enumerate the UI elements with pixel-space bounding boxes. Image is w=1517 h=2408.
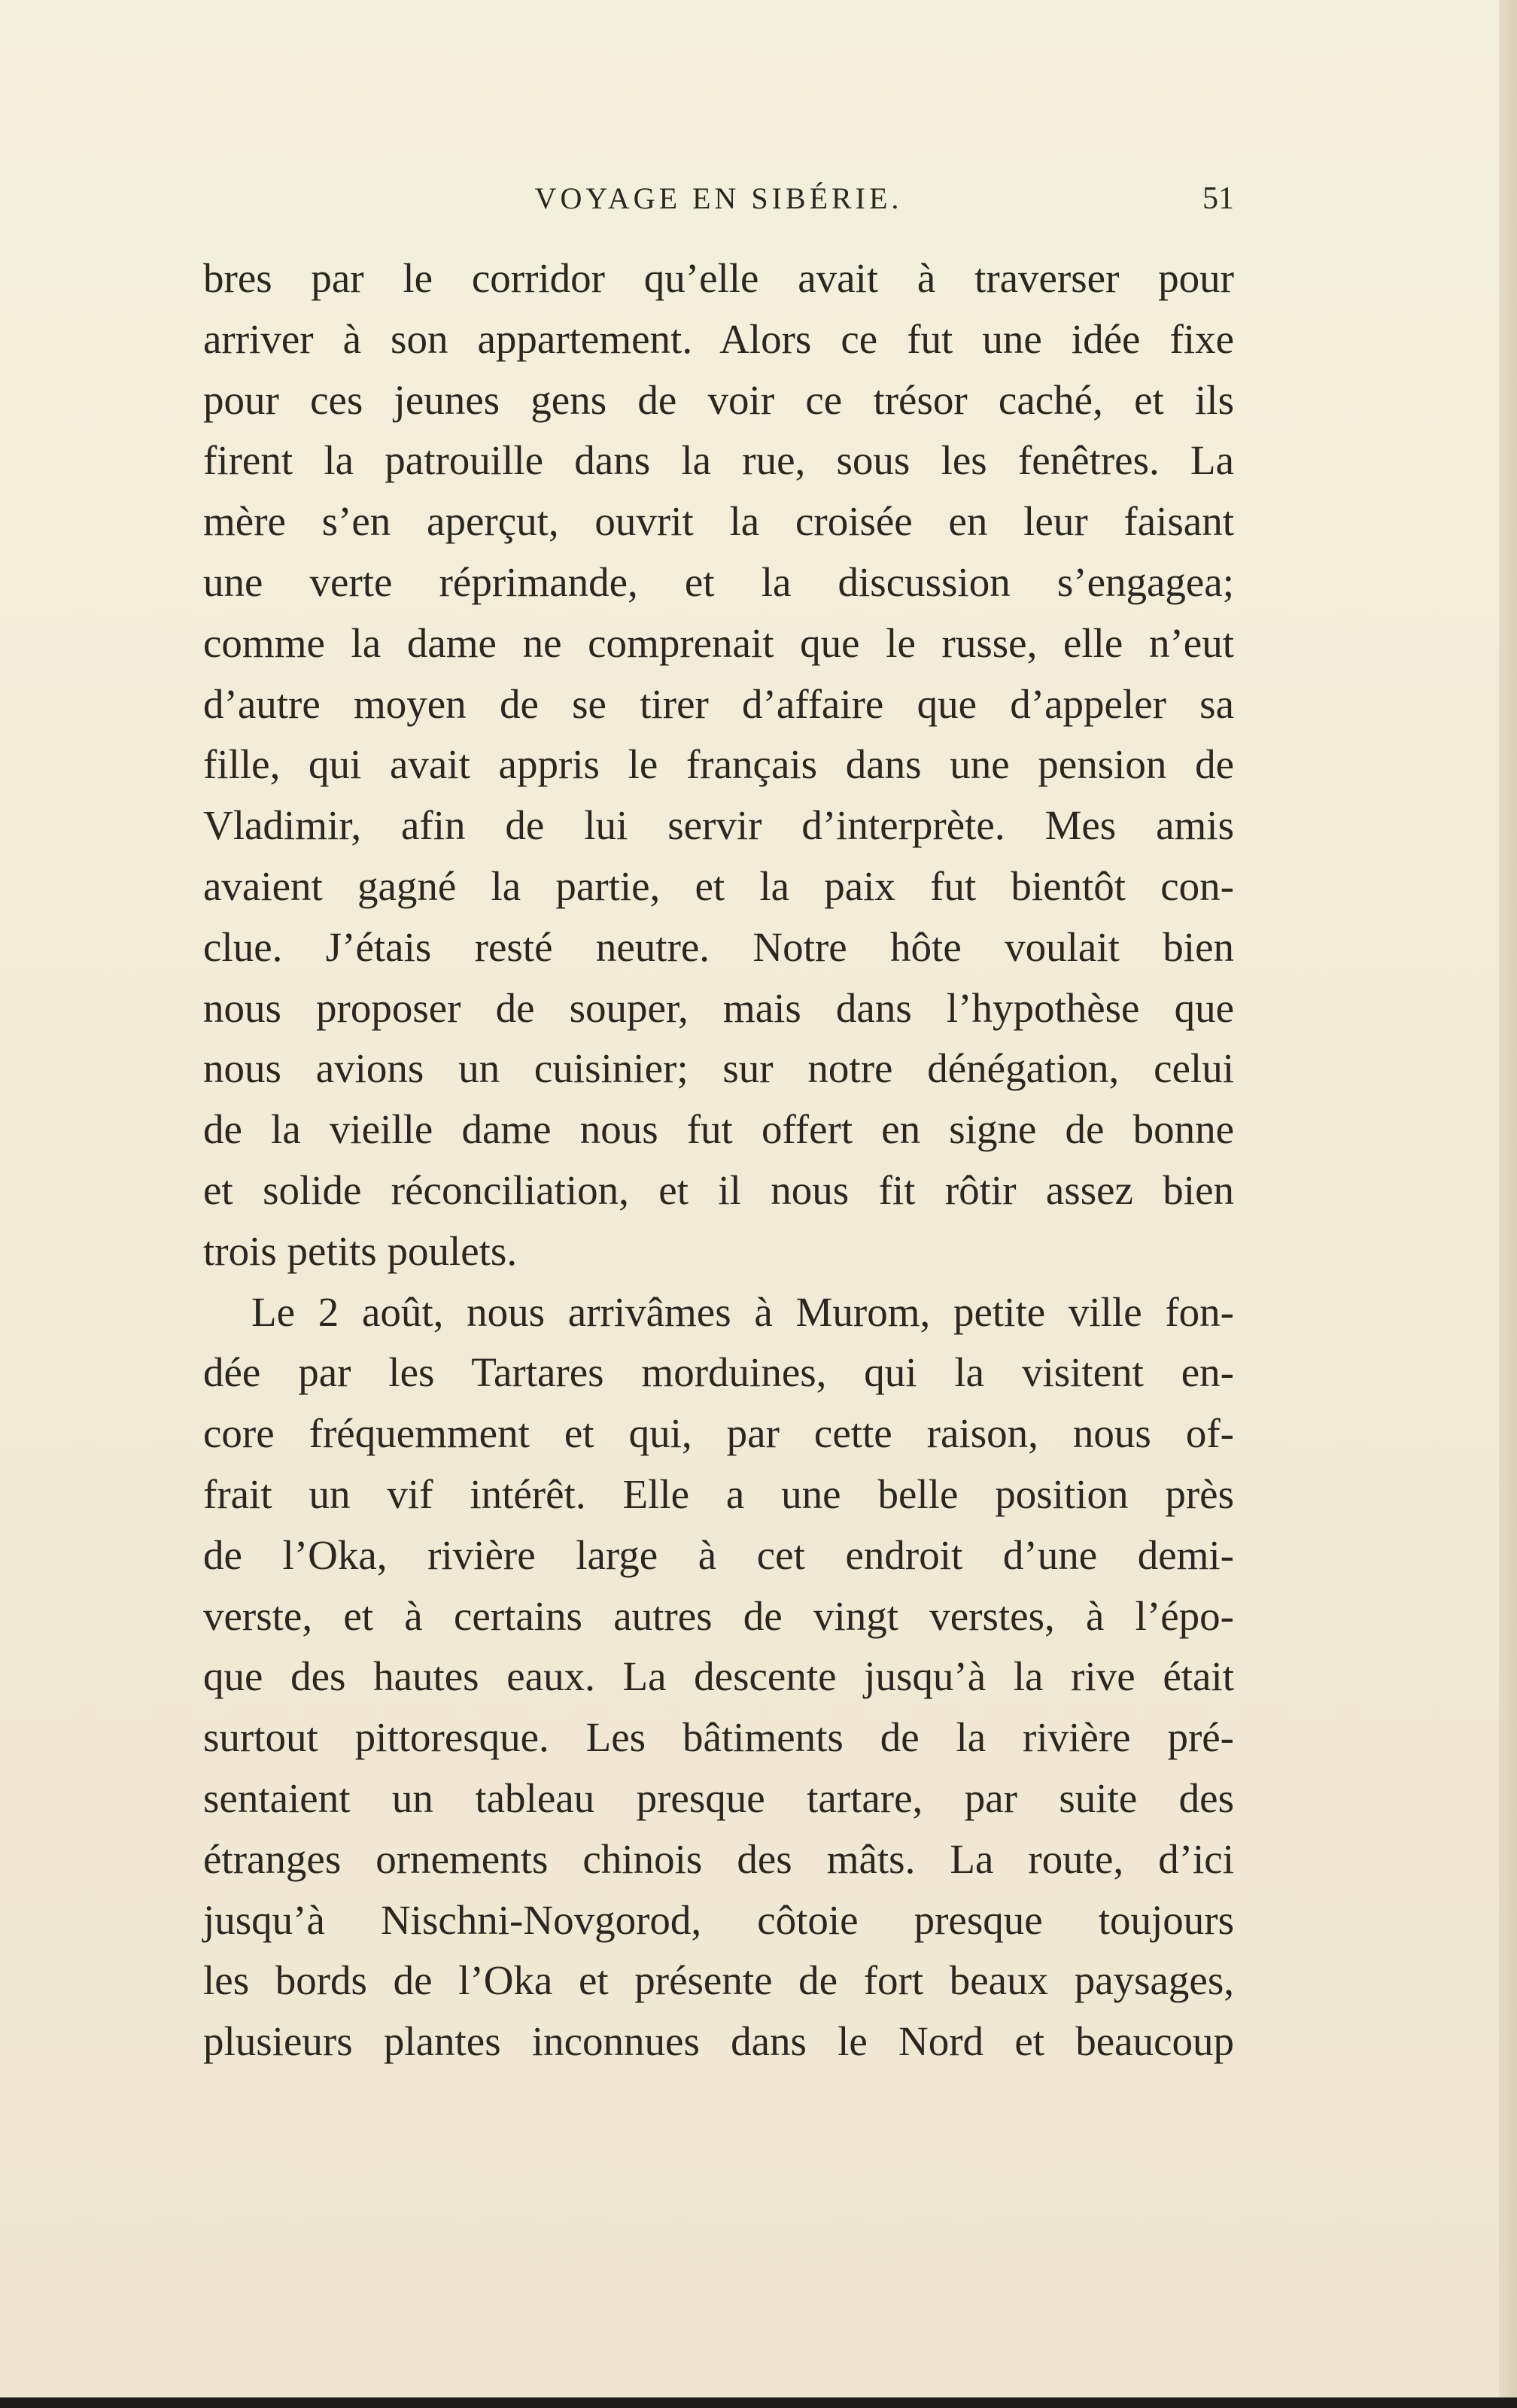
text-line: avaient gagné la partie, et la paix fut bientôt con- (203, 862, 1234, 909)
text-line: que des hautes eaux. La descente jusqu’à la rive était (203, 1653, 1234, 1700)
text-line: clue. J’étais resté neutre. Notre hôte voulait bien (203, 923, 1234, 970)
text-line: frait un vif intérêt. Elle a une belle position près (203, 1470, 1234, 1517)
text-line: surtout pittoresque. Les bâtiments de la rivière pré- (203, 1714, 1234, 1761)
text-line: Vladimir, afin de lui servir d’interprète. Mes amis (203, 802, 1234, 849)
text-line: de l’Oka, rivière large à cet endroit d’une demi- (203, 1531, 1234, 1578)
body-text (203, 248, 1234, 2072)
text-line: firent la patrouille dans la rue, sous les fenêtres. La (203, 437, 1234, 484)
text-line: nous avions un cuisinier; sur notre dénégation, celui (203, 1045, 1234, 1092)
text-line: arriver à son appartement. Alors ce fut une idée fixe (203, 315, 1234, 362)
text-line: dée par les Tartares morduines, qui la visitent en- (203, 1349, 1234, 1396)
text-line: pour ces jeunes gens de voir ce trésor caché, et ils (203, 376, 1234, 423)
text-line: fille, qui avait appris le français dans une pension de (203, 741, 1234, 788)
text-line: d’autre moyen de se tirer d’affaire que d’appeler sa (203, 680, 1234, 727)
page-edge-shadow (1499, 0, 1517, 2408)
text-line: sentaient un tableau presque tartare, par suite des (203, 1774, 1234, 1821)
scan-border (0, 2397, 1517, 2408)
text-line: mère s’en aperçut, ouvrit la croisée en leur faisant (203, 498, 1234, 545)
text-line: bres par le corridor qu’elle avait à traverser pour (203, 255, 1234, 301)
text-line: plusieurs plantes inconnues dans le Nord et beaucoup (203, 2018, 1234, 2065)
text-line: verste, et à certains autres de vingt verstes, à l’épo- (203, 1592, 1234, 1639)
running-title: VOYAGE EN SIBÉRIE. (534, 181, 903, 215)
text-line: nous proposer de souper, mais dans l’hypothèse que (203, 984, 1234, 1031)
page-header (203, 178, 1234, 223)
text-line: core fréquemment et qui, par cette raison, nous of- (203, 1410, 1234, 1457)
text-line: jusqu’à Nischni-Novgorod, côtoie presque toujours (203, 1896, 1234, 1943)
text-line: les bords de l’Oka et présente de fort beaux paysages, (203, 1957, 1234, 2004)
page-number: 51 (1202, 181, 1234, 216)
text-line: et solide réconciliation, et il nous fit rôtir assez bien (203, 1166, 1234, 1213)
paragraph-start-line: Le 2 août, nous arrivâmes à Murom, petite ville fon- (251, 1288, 1234, 1335)
text-line: comme la dame ne comprenait que le russe, elle n’eut (203, 619, 1234, 666)
text-line: étranges ornements chinois des mâts. La route, d’ici (203, 1835, 1234, 1882)
paragraph-end-line: trois petits poulets. (203, 1227, 518, 1274)
text-line: une verte réprimande, et la discussion s’engagea; (203, 558, 1234, 605)
text-line: de la vieille dame nous fut offert en signe de bonne (203, 1106, 1234, 1153)
